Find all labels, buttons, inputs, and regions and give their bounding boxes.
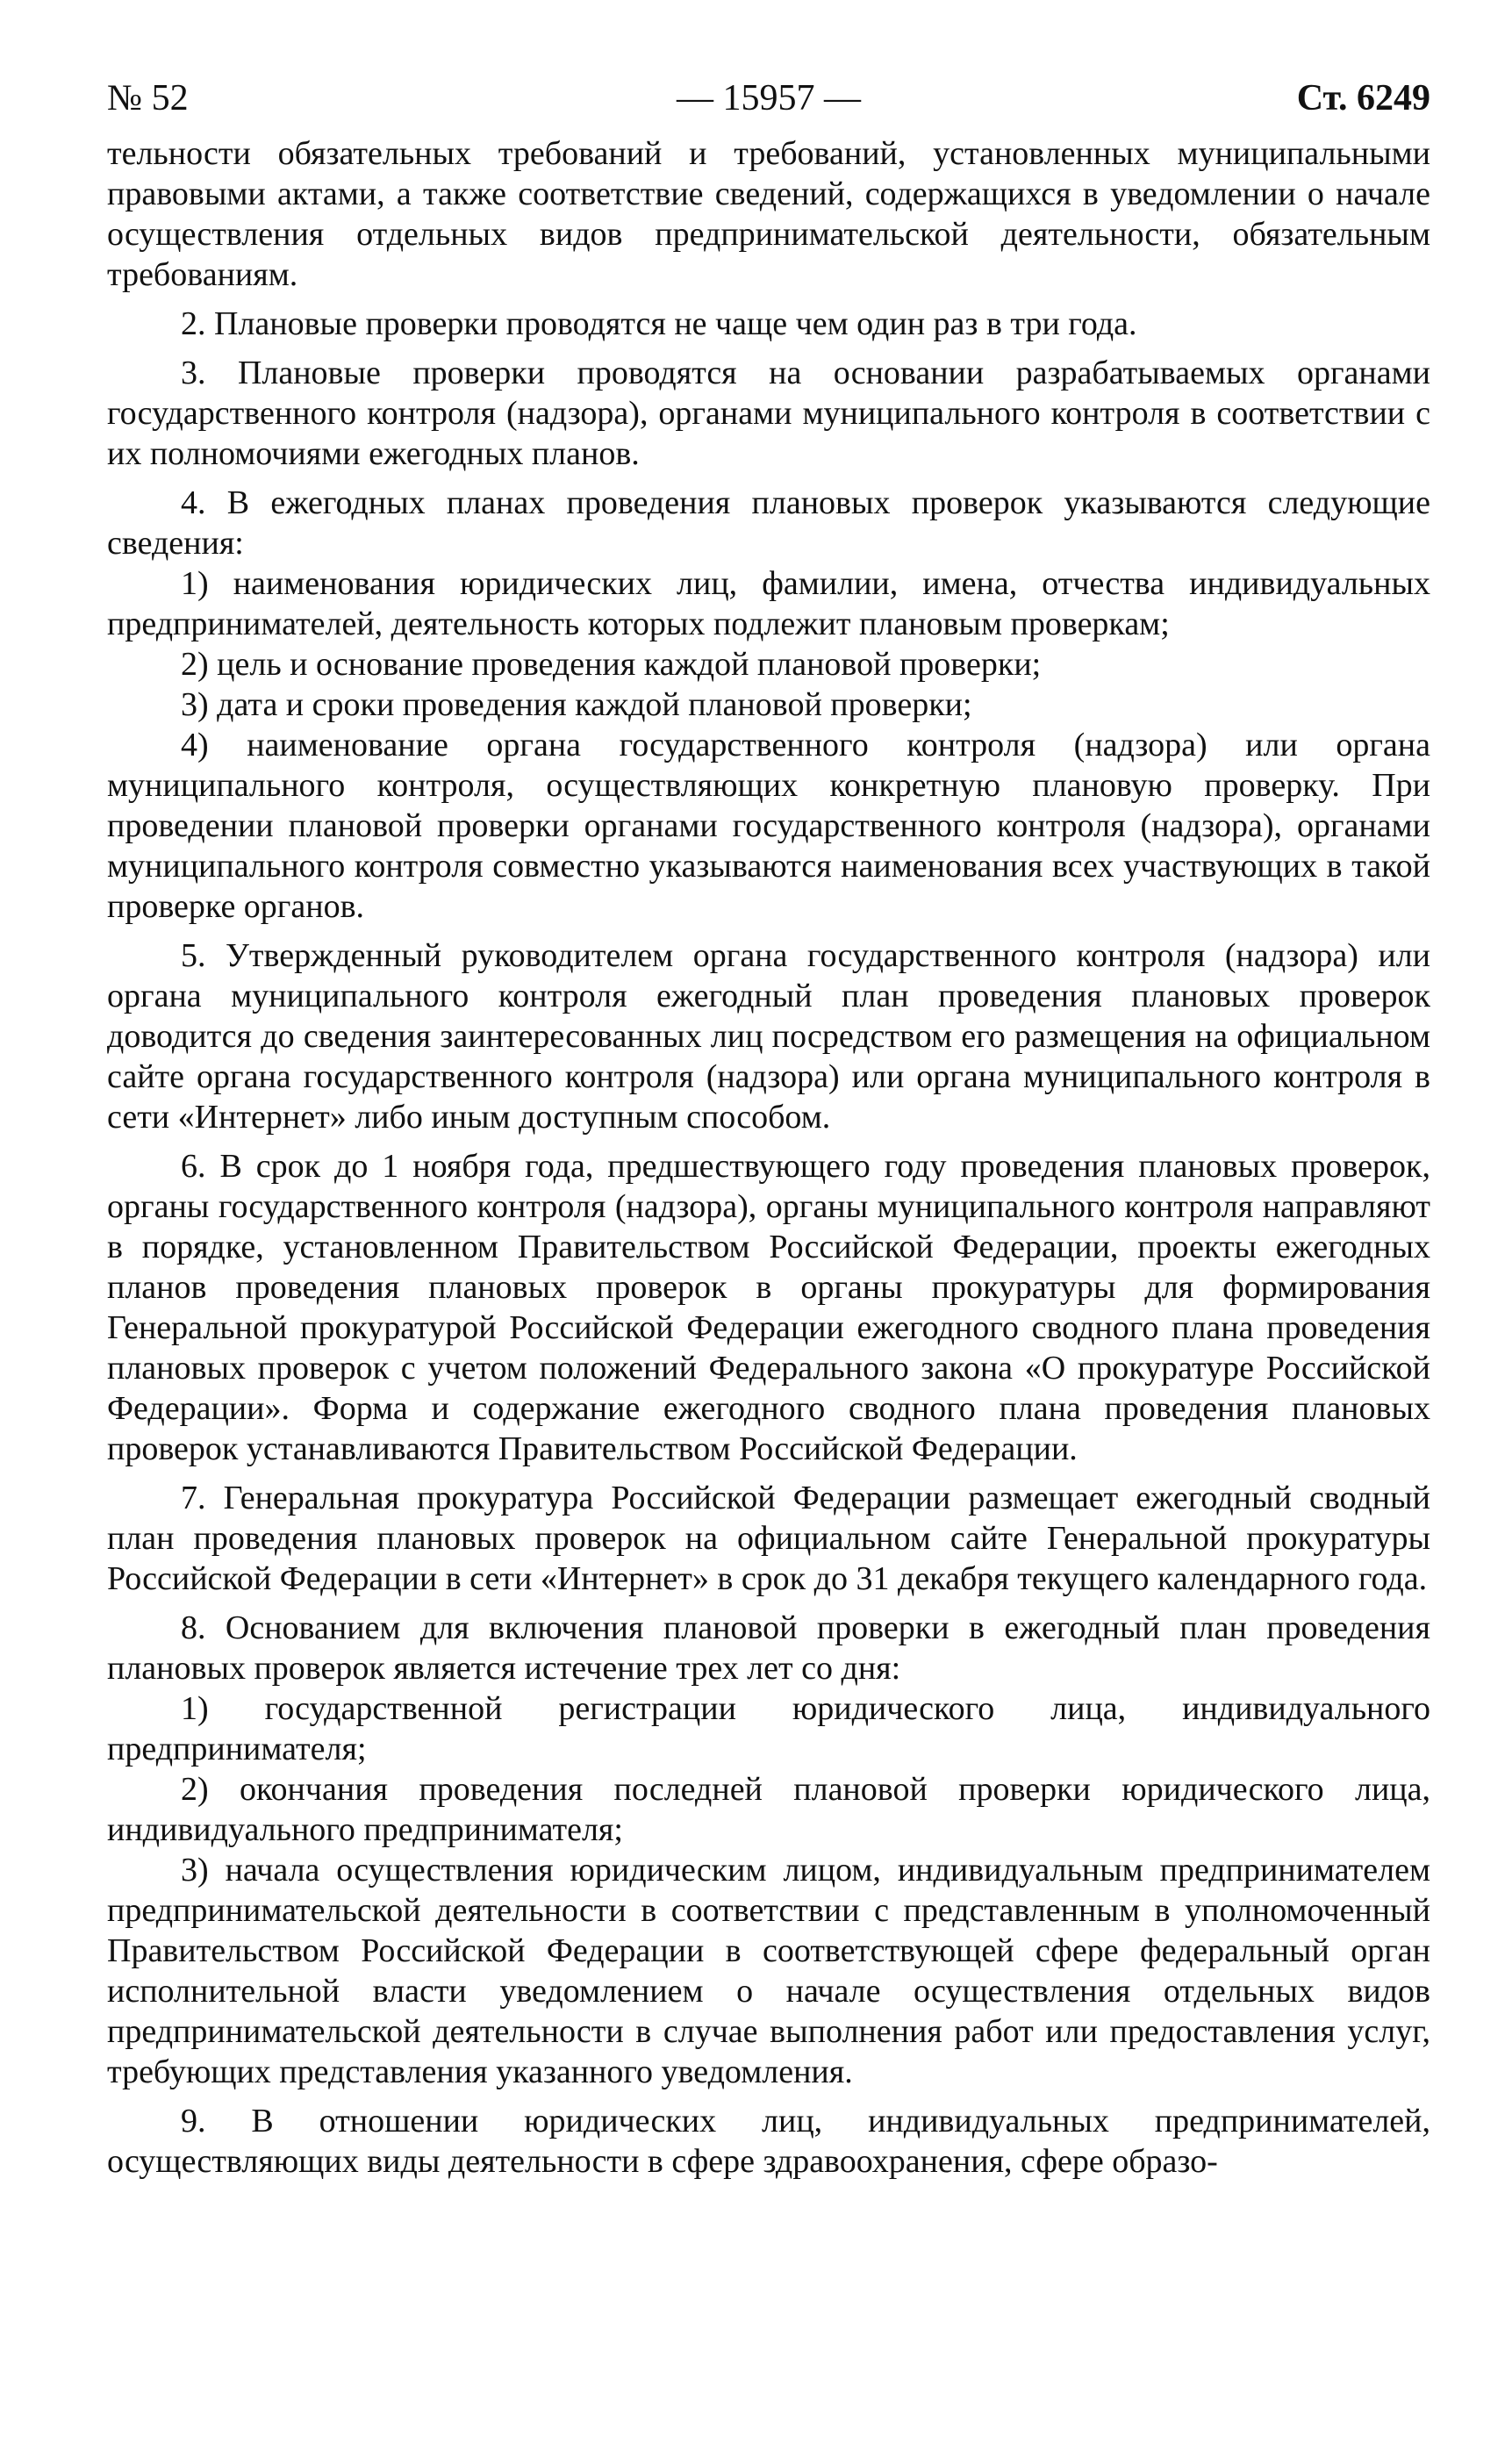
list-item: 3) начала осуществления юридическим лицом, индивидуальным предпринимателем предпринимательской деятельности в соответствии с представленным в уполномоченный Правительством Российской Федерации в соответствующей сфере федеральный орган исполнительной власти уведомлением о начале осуществления отдельных видов предпринимательской деятельности в случае выполнения работ или предоставления услуг, требующих представления указанного уведомления. bbox=[107, 1852, 1430, 2090]
paragraph-continuation: тельности обязательных требований и требований, установленных муниципальными правовыми актами, а также соответствие сведений, содержащихся в уведомлении о начале осуществления отдельных видов предпринимательской деятельности, обязательным требованиям. bbox=[107, 135, 1430, 293]
document-body bbox=[107, 133, 1430, 2182]
page-header bbox=[107, 72, 1430, 125]
list-item: 1) государственной регистрации юридического лица, индивидуального предпринимателя; bbox=[107, 1690, 1430, 1767]
paragraph-2: 2. Плановые проверки проводятся не чаще чем один раз в три года. bbox=[181, 305, 1137, 342]
document-page bbox=[107, 72, 1430, 2424]
list-item: 1) наименования юридических лиц, фамилии, имена, отчества индивидуальных предпринимателей, деятельность которых подлежит плановым проверкам; bbox=[107, 565, 1430, 642]
paragraph-8: 8. Основанием для включения плановой проверки в ежегодный план проведения плановых проверок является истечение трех лет со дня: bbox=[107, 1609, 1430, 1687]
list-item: 3) дата и сроки проведения каждой плановой проверки; bbox=[181, 686, 972, 723]
issue-number: № 52 bbox=[107, 78, 189, 118]
paragraph-5: 5. Утвержденный руководителем органа государственного контроля (надзора) или органа муниципального контроля ежегодный план проведения плановых проверок доводится до сведения заинтересованных лиц посредством его размещения на официальном сайте органа государственного контроля (надзора) или органа муниципального контроля в сети «Интернет» либо иным доступным способом. bbox=[107, 937, 1430, 1136]
list-item: 4) наименование органа государственного контроля (надзора) или органа муниципального контроля, осуществляющих конкретную плановую проверку. При проведении плановой проверки органами государственного контроля (надзора), органами муниципального контроля совместно указываются наименования всех участвующих в такой проверке органов. bbox=[107, 727, 1430, 925]
list-item: 2) цель и основание проведения каждой плановой проверки; bbox=[181, 646, 1042, 683]
paragraph-3: 3. Плановые проверки проводятся на основании разрабатываемых органами государственного контроля (надзора), органами муниципального контроля в соответствии с их полномочиями ежегодных планов. bbox=[107, 355, 1430, 472]
paragraph-7: 7. Генеральная прокуратура Российской Федерации размещает ежегодный сводный план проведения плановых проверок на официальном сайте Генеральной прокуратуры Российской Федерации в сети «Интернет» в срок до 31 декабря текущего календарного года. bbox=[107, 1480, 1430, 1597]
paragraph-9: 9. В отношении юридических лиц, индивидуальных предпринимателей, осуществляющих виды деятельности в сфере здравоохранения, сфере образо- bbox=[107, 2103, 1430, 2180]
paragraph-4: 4. В ежегодных планах проведения плановых проверок указываются следующие сведения: bbox=[107, 484, 1430, 562]
paragraph-6: 6. В срок до 1 ноября года, предшествующего году проведения плановых проверок, органы государственного контроля (надзора), органы муниципального контроля направляют в порядке, установленном Правительством Российской Федерации, проекты ежегодных планов проведения плановых проверок в органы прокуратуры для формирования Генеральной прокуратурой Российской Федерации ежегодного сводного плана проведения плановых проверок с учетом положений Федерального закона «О прокуратуре Российской Федерации». Форма и содержание ежегодного сводного плана проведения плановых проверок устанавливаются Правительством Российской Федерации. bbox=[107, 1148, 1430, 1467]
article-number: Ст. 6249 bbox=[1296, 78, 1430, 118]
page-number: — 15957 — bbox=[677, 78, 861, 118]
list-item: 2) окончания проведения последней плановой проверки юридического лица, индивидуального предпринимателя; bbox=[107, 1771, 1430, 1848]
